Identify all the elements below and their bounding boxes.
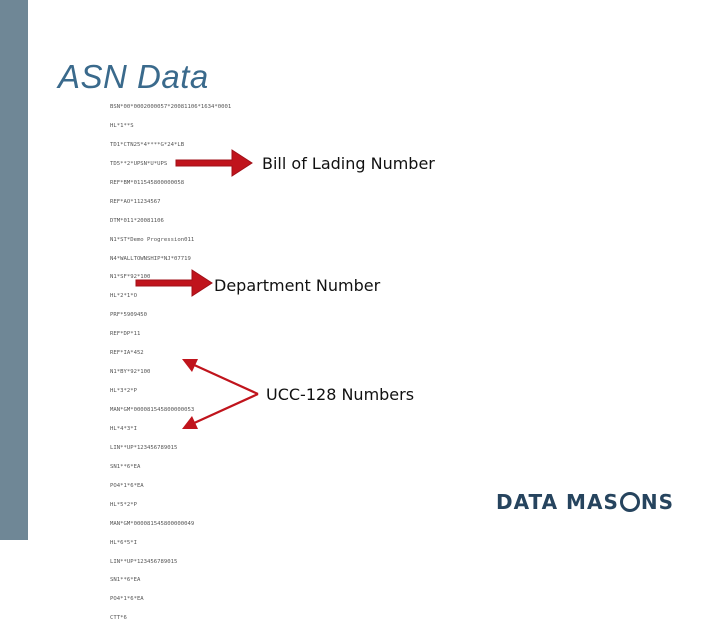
edi-segment-line: HL*2*1*O — [110, 293, 137, 300]
edi-segment-line: MAN*GM*000081545800000049 — [110, 520, 195, 527]
edi-segment-line: MAN*GM*000081545800000053 — [110, 407, 195, 413]
edi-segment-line: BSN*00*0002000057*20081106*1634*0001 — [110, 104, 232, 110]
edi-segment-line: CTT*6 — [110, 615, 127, 622]
edi-segment-line: REF*IA*452 — [110, 350, 144, 357]
slide-title: ASN Data — [58, 58, 209, 95]
edi-segment-line: REF*DP*11 — [110, 331, 141, 338]
callout-label-bill-of-lading: Bill of Lading Number — [262, 154, 435, 173]
edi-segment-line: N1*BY*92*100 — [110, 369, 151, 376]
edi-segment-line: REF*BM*011545800000058 — [110, 179, 185, 186]
edi-segment-line: HL*1**S — [110, 122, 134, 129]
logo-text-start: DATA MAS — [496, 490, 619, 514]
edi-segment-line: SN1**6*EA — [110, 463, 141, 470]
double-arrow-icon — [178, 356, 264, 432]
edi-segment-line: HL*5*2*P — [110, 501, 137, 508]
data-masons-logo — [496, 489, 712, 515]
edi-segment-line: PO4*1*6*EA — [110, 596, 144, 603]
arrow-right-icon — [136, 268, 212, 298]
edi-segment-line: N1*SF*92*100 — [110, 274, 151, 281]
edi-segment-line: TD5**2*UPSN*U*UPS — [110, 160, 168, 167]
edi-segment-line: PO4*1*6*EA — [110, 482, 144, 489]
edi-segment-line: SN1**6*EA — [110, 577, 141, 584]
edi-segment-line: PRF*5909450 — [110, 312, 148, 319]
edi-segment-line: N1*ST*Demo Progression011 — [110, 236, 195, 243]
edi-segment-line: N4*WALLTOWNSHIP*NJ*07719 — [110, 255, 191, 262]
edi-segment-line: REF*AO*11234567 — [110, 198, 161, 205]
edi-segment-line: TD1*CTN25*4****G*24*LB — [110, 141, 185, 148]
callout-label-department-number: Department Number — [214, 276, 381, 295]
edi-segment-line: HL*4*3*I — [110, 425, 137, 432]
logo-text-end: NS — [640, 490, 674, 514]
edi-segment-line: HL*6*5*I — [110, 539, 137, 546]
edi-segment-line: LIN**UP*123456789015 — [110, 558, 178, 565]
callout-label-ucc128: UCC-128 Numbers — [266, 385, 415, 404]
edi-segment-line: HL*3*2*P — [110, 388, 137, 395]
logo-o-circle-icon — [620, 492, 640, 512]
edi-segment-line: DTM*011*20081106 — [110, 217, 164, 224]
sidebar-band — [0, 0, 28, 540]
arrow-right-icon — [176, 148, 252, 178]
edi-segment-line: LIN**UP*123456789015 — [110, 444, 178, 451]
